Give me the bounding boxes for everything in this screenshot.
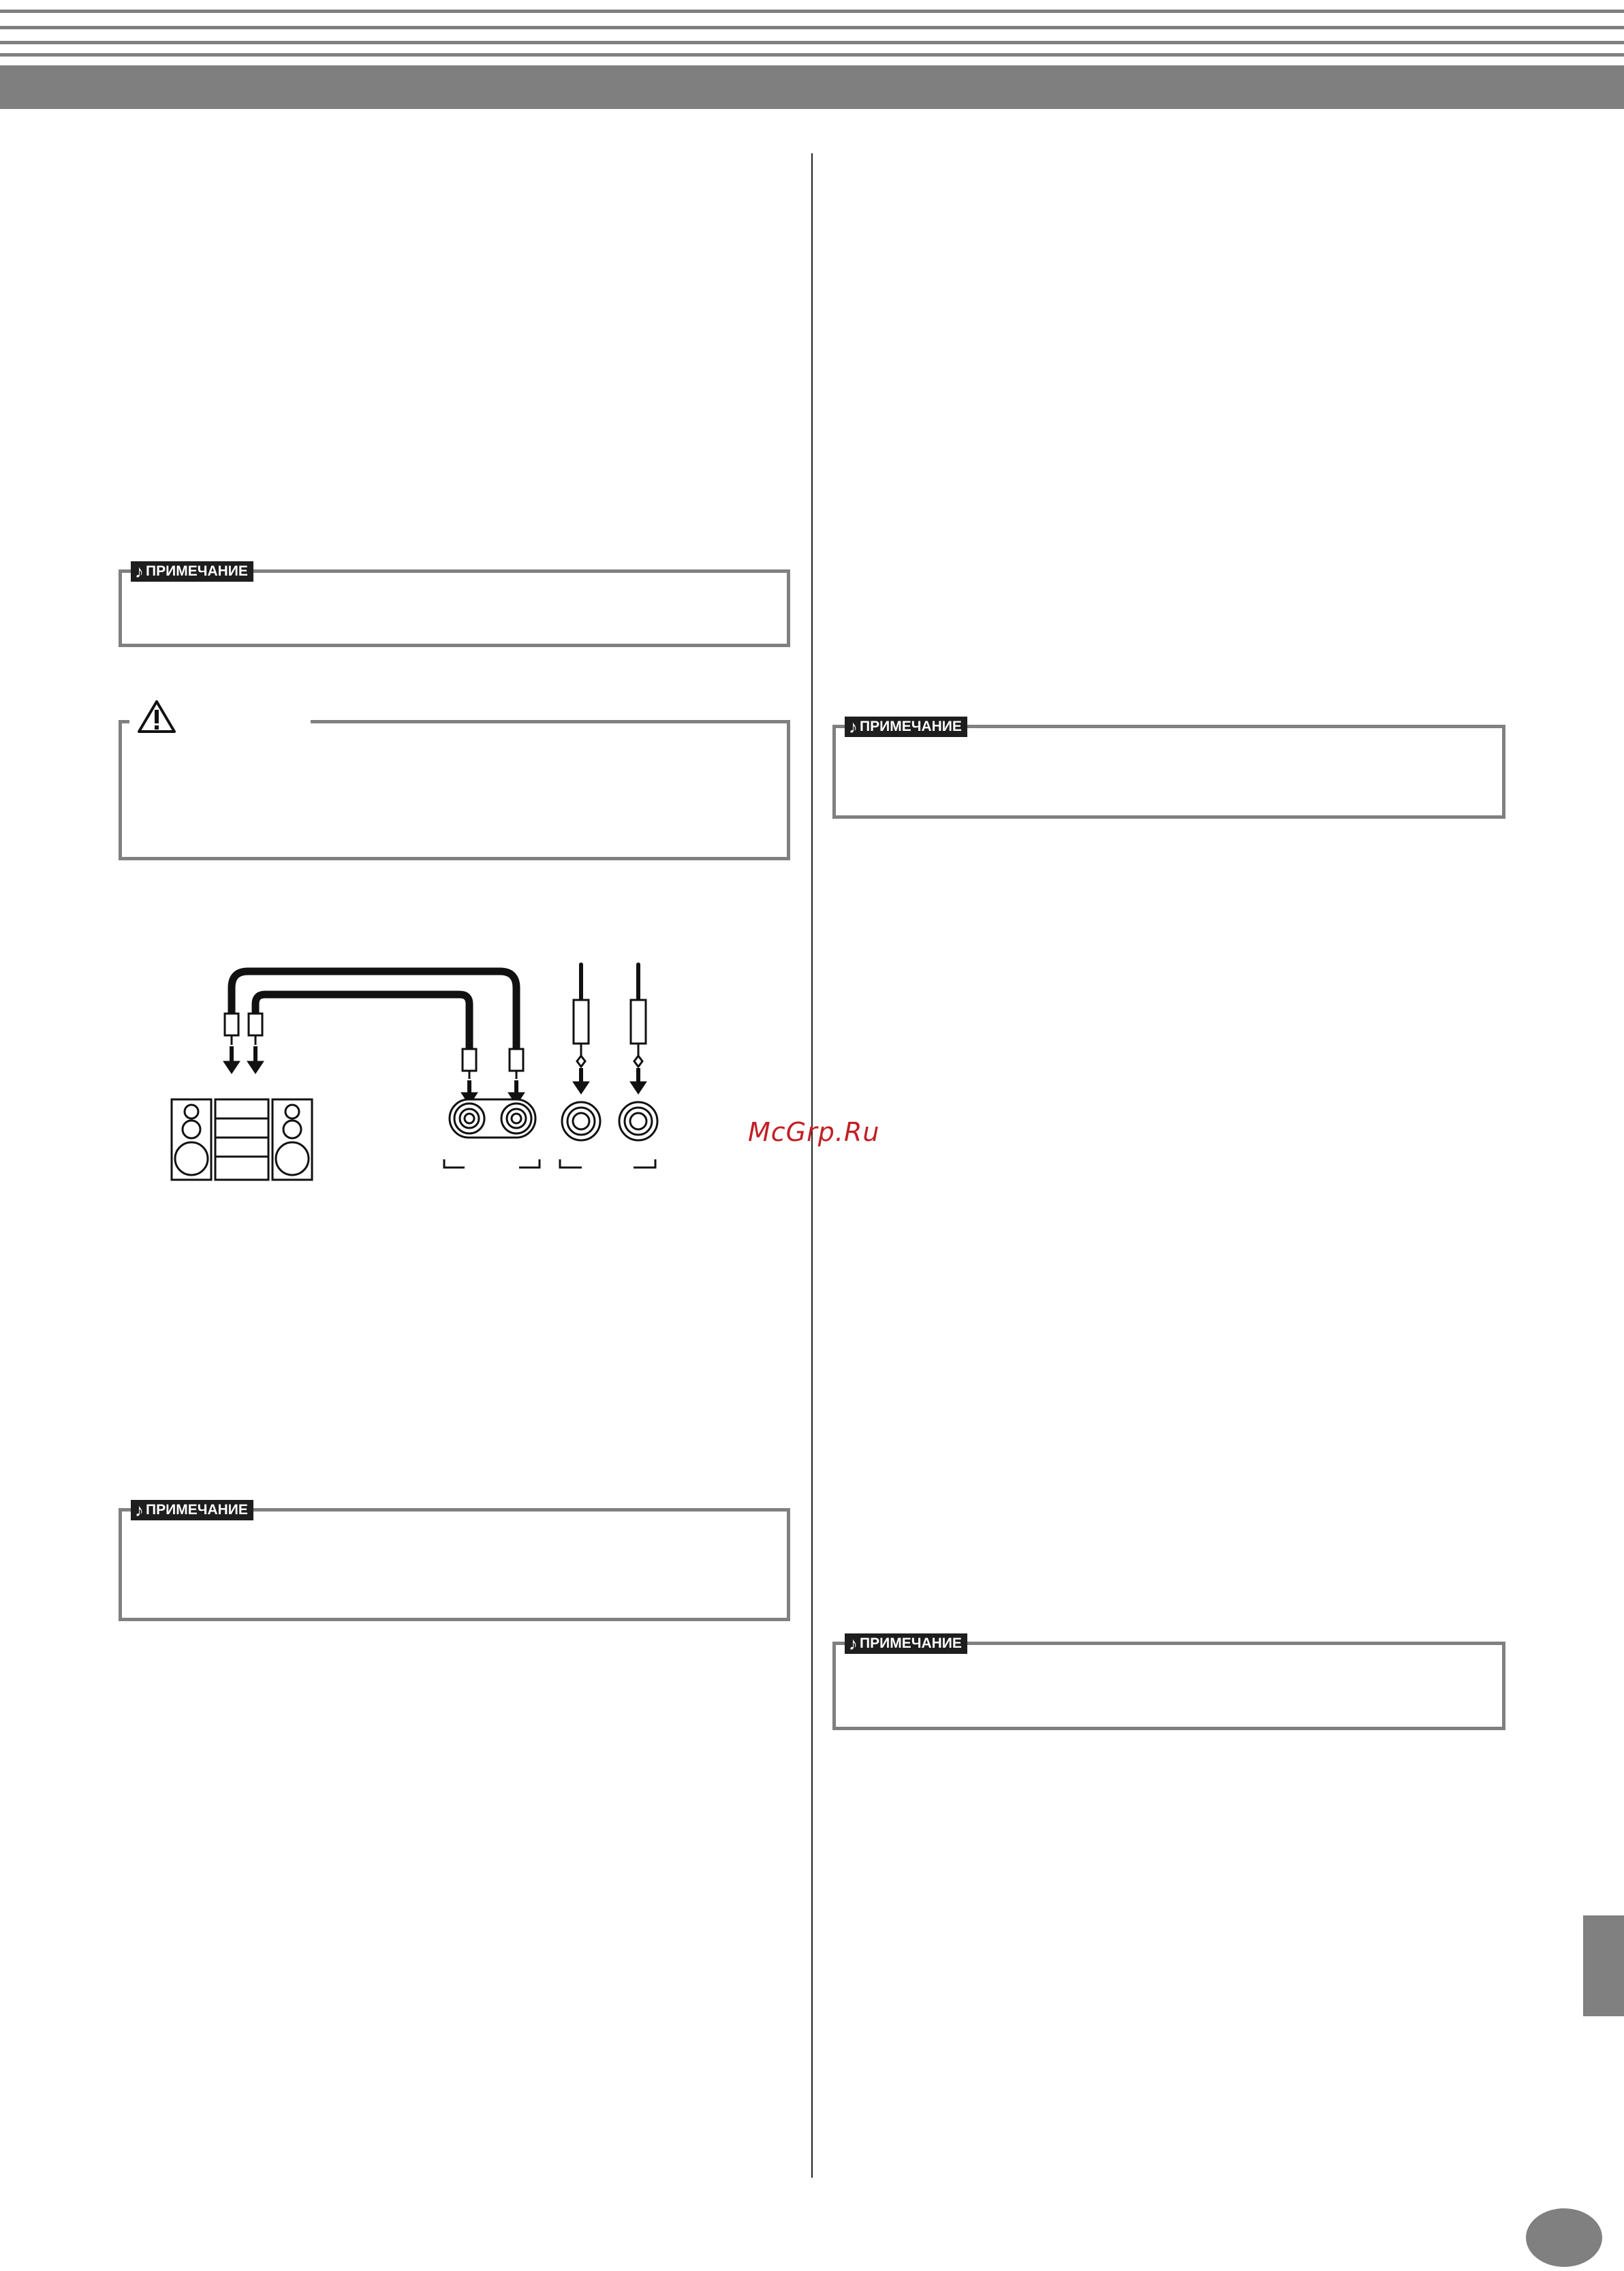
note-label: ПРИМЕЧАНИЕ [860,719,962,734]
header-stripe [0,53,1624,57]
note-label: ПРИМЕЧАНИЕ [146,563,248,579]
header-band [0,65,1624,109]
note-box [832,725,1505,819]
note-box [119,1508,790,1621]
note-label: ПРИМЕЧАНИЕ [860,1635,962,1651]
header-stripe [0,10,1624,13]
watermark-text: McGrp.Ru [748,1117,880,1147]
section-side-tab [1583,1915,1624,2016]
music-note-icon: ♪ [135,1500,144,1520]
note-tag [845,1633,967,1654]
header-stripe [0,41,1624,44]
note-tag [845,717,967,737]
music-note-icon: ♪ [135,561,144,582]
page-header [0,0,1624,109]
note-tag [131,1500,253,1520]
page-number-oval [1526,2208,1602,2267]
music-note-icon: ♪ [849,717,858,737]
note-box [832,1642,1505,1730]
note-tag [131,561,253,582]
note-label: ПРИМЕЧАНИЕ [146,1502,248,1518]
caution-box [119,720,790,860]
music-note-icon: ♪ [849,1633,858,1654]
connection-diagram [163,954,681,1199]
header-stripe [0,26,1624,29]
column-divider [811,153,813,2178]
warning-triangle-icon [136,699,177,734]
